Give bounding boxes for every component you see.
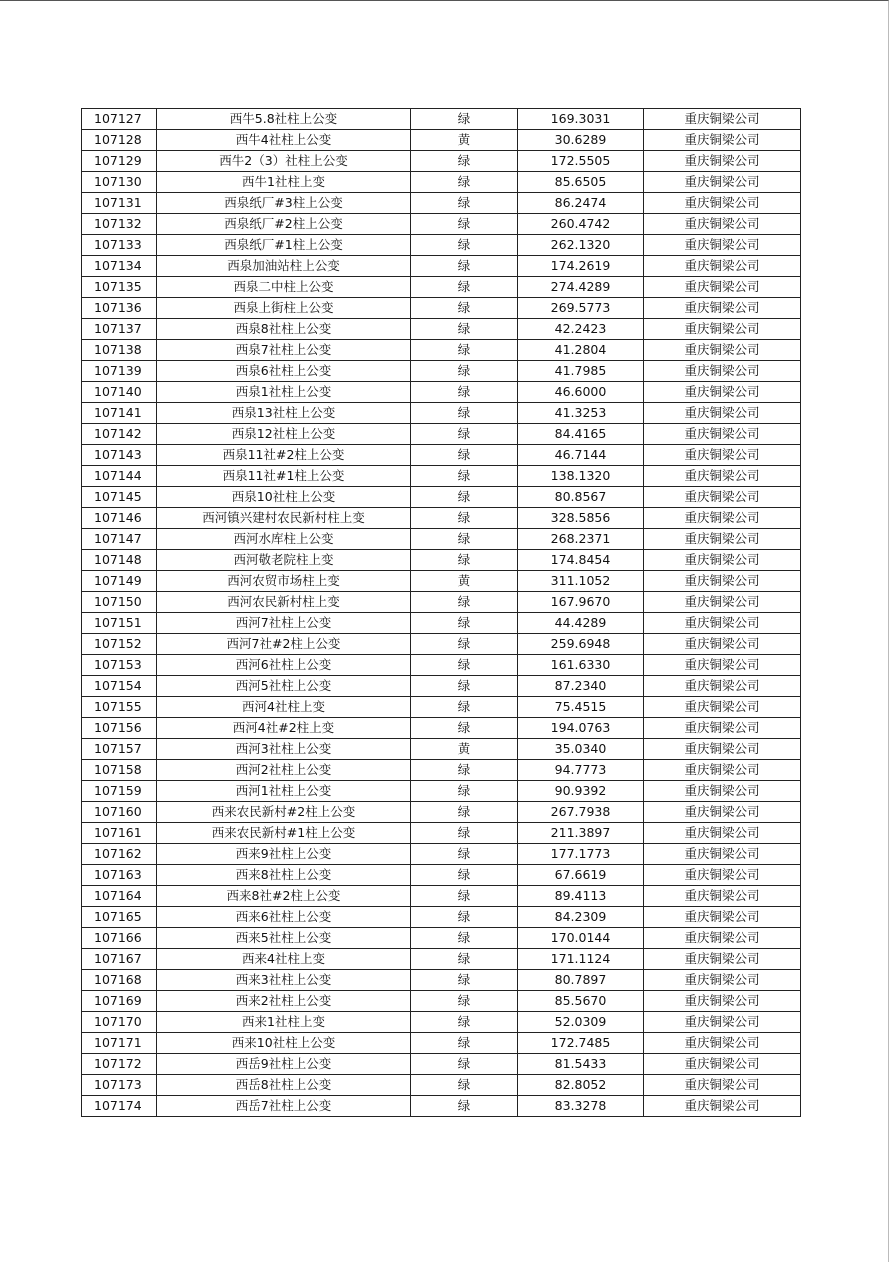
- name-cell: 西来农民新村#1柱上公变: [157, 823, 411, 844]
- table-row: [82, 634, 801, 655]
- table-row: [82, 487, 801, 508]
- value-cell: 167.9670: [518, 592, 644, 613]
- id-cell: 107147: [82, 529, 157, 550]
- name-cell: 西来2社柱上公变: [157, 991, 411, 1012]
- id-cell: 107165: [82, 907, 157, 928]
- name-cell: 西来4社柱上变: [157, 949, 411, 970]
- status-cell: 绿: [411, 487, 518, 508]
- table-row: [82, 1075, 801, 1096]
- id-cell: 107144: [82, 466, 157, 487]
- id-cell: 107152: [82, 634, 157, 655]
- name-cell: 西河1社柱上公变: [157, 781, 411, 802]
- status-cell: 绿: [411, 865, 518, 886]
- name-cell: 西来5社柱上公变: [157, 928, 411, 949]
- company-cell: 重庆铜梁公司: [644, 214, 801, 235]
- status-cell: 绿: [411, 445, 518, 466]
- name-cell: 西河4社柱上变: [157, 697, 411, 718]
- table-row: [82, 907, 801, 928]
- name-cell: 西来8社柱上公变: [157, 865, 411, 886]
- company-cell: 重庆铜梁公司: [644, 151, 801, 172]
- company-cell: 重庆铜梁公司: [644, 1054, 801, 1075]
- status-cell: 绿: [411, 1054, 518, 1075]
- table-row: [82, 781, 801, 802]
- id-cell: 107128: [82, 130, 157, 151]
- table-row: [82, 277, 801, 298]
- id-cell: 107132: [82, 214, 157, 235]
- table-row: [82, 508, 801, 529]
- table-row: [82, 256, 801, 277]
- name-cell: 西牛4社柱上公变: [157, 130, 411, 151]
- id-cell: 107145: [82, 487, 157, 508]
- company-cell: 重庆铜梁公司: [644, 382, 801, 403]
- id-cell: 107161: [82, 823, 157, 844]
- id-cell: 107149: [82, 571, 157, 592]
- table-row: [82, 151, 801, 172]
- table-row: [82, 340, 801, 361]
- company-cell: 重庆铜梁公司: [644, 1012, 801, 1033]
- table-row: [82, 613, 801, 634]
- value-cell: 86.2474: [518, 193, 644, 214]
- name-cell: 西河3社柱上公变: [157, 739, 411, 760]
- status-cell: 绿: [411, 403, 518, 424]
- company-cell: 重庆铜梁公司: [644, 466, 801, 487]
- company-cell: 重庆铜梁公司: [644, 424, 801, 445]
- id-cell: 107138: [82, 340, 157, 361]
- id-cell: 107140: [82, 382, 157, 403]
- company-cell: 重庆铜梁公司: [644, 1075, 801, 1096]
- company-cell: 重庆铜梁公司: [644, 487, 801, 508]
- status-cell: 绿: [411, 340, 518, 361]
- table-row: [82, 697, 801, 718]
- id-cell: 107167: [82, 949, 157, 970]
- name-cell: 西泉7社柱上公变: [157, 340, 411, 361]
- id-cell: 107156: [82, 718, 157, 739]
- company-cell: 重庆铜梁公司: [644, 634, 801, 655]
- name-cell: 西泉纸厂#1柱上公变: [157, 235, 411, 256]
- value-cell: 259.6948: [518, 634, 644, 655]
- status-cell: 绿: [411, 1075, 518, 1096]
- id-cell: 107129: [82, 151, 157, 172]
- status-cell: 绿: [411, 991, 518, 1012]
- name-cell: 西河7社柱上公变: [157, 613, 411, 634]
- table-row: [82, 1096, 801, 1117]
- name-cell: 西岳9社柱上公变: [157, 1054, 411, 1075]
- id-cell: 107137: [82, 319, 157, 340]
- table-row: [82, 991, 801, 1012]
- table-row: [82, 970, 801, 991]
- id-cell: 107172: [82, 1054, 157, 1075]
- company-cell: 重庆铜梁公司: [644, 508, 801, 529]
- status-cell: 绿: [411, 1096, 518, 1117]
- name-cell: 西岳7社柱上公变: [157, 1096, 411, 1117]
- table-row: [82, 382, 801, 403]
- value-cell: 194.0763: [518, 718, 644, 739]
- name-cell: 西来9社柱上公变: [157, 844, 411, 865]
- status-cell: 绿: [411, 823, 518, 844]
- value-cell: 274.4289: [518, 277, 644, 298]
- name-cell: 西泉二中柱上公变: [157, 277, 411, 298]
- name-cell: 西泉纸厂#2柱上公变: [157, 214, 411, 235]
- status-cell: 绿: [411, 1033, 518, 1054]
- status-cell: 绿: [411, 550, 518, 571]
- value-cell: 46.7144: [518, 445, 644, 466]
- name-cell: 西河水库柱上公变: [157, 529, 411, 550]
- id-cell: 107174: [82, 1096, 157, 1117]
- table-row: [82, 1054, 801, 1075]
- status-cell: 绿: [411, 277, 518, 298]
- id-cell: 107155: [82, 697, 157, 718]
- company-cell: 重庆铜梁公司: [644, 298, 801, 319]
- company-cell: 重庆铜梁公司: [644, 571, 801, 592]
- company-cell: 重庆铜梁公司: [644, 193, 801, 214]
- status-cell: 绿: [411, 592, 518, 613]
- company-cell: 重庆铜梁公司: [644, 445, 801, 466]
- status-cell: 绿: [411, 361, 518, 382]
- company-cell: 重庆铜梁公司: [644, 592, 801, 613]
- company-cell: 重庆铜梁公司: [644, 235, 801, 256]
- value-cell: 171.1124: [518, 949, 644, 970]
- company-cell: 重庆铜梁公司: [644, 340, 801, 361]
- table-row: [82, 109, 801, 130]
- value-cell: 85.6505: [518, 172, 644, 193]
- value-cell: 89.4113: [518, 886, 644, 907]
- company-cell: 重庆铜梁公司: [644, 172, 801, 193]
- table-row: [82, 529, 801, 550]
- company-cell: 重庆铜梁公司: [644, 823, 801, 844]
- transformer-table: [81, 108, 801, 1117]
- value-cell: 52.0309: [518, 1012, 644, 1033]
- value-cell: 90.9392: [518, 781, 644, 802]
- value-cell: 85.5670: [518, 991, 644, 1012]
- table-row: [82, 319, 801, 340]
- company-cell: 重庆铜梁公司: [644, 361, 801, 382]
- table-row: [82, 886, 801, 907]
- table-row: [82, 928, 801, 949]
- value-cell: 84.4165: [518, 424, 644, 445]
- value-cell: 172.5505: [518, 151, 644, 172]
- value-cell: 211.3897: [518, 823, 644, 844]
- name-cell: 西河7社#2柱上公变: [157, 634, 411, 655]
- table-row: [82, 592, 801, 613]
- table-row: [82, 214, 801, 235]
- name-cell: 西来1社柱上变: [157, 1012, 411, 1033]
- status-cell: 绿: [411, 634, 518, 655]
- table-row: [82, 823, 801, 844]
- value-cell: 169.3031: [518, 109, 644, 130]
- id-cell: 107163: [82, 865, 157, 886]
- table-row: [82, 130, 801, 151]
- status-cell: 黄: [411, 739, 518, 760]
- value-cell: 94.7773: [518, 760, 644, 781]
- id-cell: 107142: [82, 424, 157, 445]
- company-cell: 重庆铜梁公司: [644, 109, 801, 130]
- id-cell: 107135: [82, 277, 157, 298]
- id-cell: 107153: [82, 655, 157, 676]
- table-row: [82, 403, 801, 424]
- name-cell: 西来10社柱上公变: [157, 1033, 411, 1054]
- id-cell: 107127: [82, 109, 157, 130]
- company-cell: 重庆铜梁公司: [644, 613, 801, 634]
- table-row: [82, 172, 801, 193]
- id-cell: 107130: [82, 172, 157, 193]
- company-cell: 重庆铜梁公司: [644, 970, 801, 991]
- status-cell: 绿: [411, 613, 518, 634]
- status-cell: 绿: [411, 781, 518, 802]
- status-cell: 绿: [411, 172, 518, 193]
- name-cell: 西泉11社#1柱上公变: [157, 466, 411, 487]
- name-cell: 西牛1社柱上变: [157, 172, 411, 193]
- table-row: [82, 865, 801, 886]
- table-row: [82, 445, 801, 466]
- value-cell: 172.7485: [518, 1033, 644, 1054]
- status-cell: 绿: [411, 466, 518, 487]
- value-cell: 311.1052: [518, 571, 644, 592]
- table-row: [82, 235, 801, 256]
- status-cell: 绿: [411, 382, 518, 403]
- company-cell: 重庆铜梁公司: [644, 403, 801, 424]
- company-cell: 重庆铜梁公司: [644, 697, 801, 718]
- table-row: [82, 844, 801, 865]
- table-row: [82, 802, 801, 823]
- value-cell: 170.0144: [518, 928, 644, 949]
- value-cell: 80.8567: [518, 487, 644, 508]
- id-cell: 107146: [82, 508, 157, 529]
- value-cell: 35.0340: [518, 739, 644, 760]
- id-cell: 107159: [82, 781, 157, 802]
- name-cell: 西河农民新村柱上变: [157, 592, 411, 613]
- value-cell: 30.6289: [518, 130, 644, 151]
- status-cell: 绿: [411, 529, 518, 550]
- name-cell: 西泉8社柱上公变: [157, 319, 411, 340]
- id-cell: 107157: [82, 739, 157, 760]
- company-cell: 重庆铜梁公司: [644, 865, 801, 886]
- status-cell: 绿: [411, 907, 518, 928]
- value-cell: 328.5856: [518, 508, 644, 529]
- status-cell: 绿: [411, 235, 518, 256]
- company-cell: 重庆铜梁公司: [644, 550, 801, 571]
- company-cell: 重庆铜梁公司: [644, 991, 801, 1012]
- id-cell: 107168: [82, 970, 157, 991]
- value-cell: 44.4289: [518, 613, 644, 634]
- status-cell: 绿: [411, 508, 518, 529]
- id-cell: 107139: [82, 361, 157, 382]
- name-cell: 西泉13社柱上公变: [157, 403, 411, 424]
- company-cell: 重庆铜梁公司: [644, 781, 801, 802]
- value-cell: 81.5433: [518, 1054, 644, 1075]
- table-row: [82, 424, 801, 445]
- value-cell: 174.2619: [518, 256, 644, 277]
- status-cell: 绿: [411, 802, 518, 823]
- name-cell: 西泉11社#2柱上公变: [157, 445, 411, 466]
- company-cell: 重庆铜梁公司: [644, 1033, 801, 1054]
- id-cell: 107133: [82, 235, 157, 256]
- company-cell: 重庆铜梁公司: [644, 655, 801, 676]
- company-cell: 重庆铜梁公司: [644, 676, 801, 697]
- id-cell: 107171: [82, 1033, 157, 1054]
- status-cell: 绿: [411, 886, 518, 907]
- status-cell: 绿: [411, 760, 518, 781]
- status-cell: 绿: [411, 298, 518, 319]
- name-cell: 西牛2（3）社柱上公变: [157, 151, 411, 172]
- id-cell: 107148: [82, 550, 157, 571]
- value-cell: 75.4515: [518, 697, 644, 718]
- name-cell: 西泉10社柱上公变: [157, 487, 411, 508]
- table-row: [82, 760, 801, 781]
- status-cell: 绿: [411, 424, 518, 445]
- name-cell: 西河6社柱上公变: [157, 655, 411, 676]
- id-cell: 107164: [82, 886, 157, 907]
- value-cell: 82.8052: [518, 1075, 644, 1096]
- name-cell: 西泉加油站柱上公变: [157, 256, 411, 277]
- status-cell: 绿: [411, 193, 518, 214]
- name-cell: 西泉1社柱上公变: [157, 382, 411, 403]
- value-cell: 80.7897: [518, 970, 644, 991]
- id-cell: 107162: [82, 844, 157, 865]
- value-cell: 84.2309: [518, 907, 644, 928]
- status-cell: 绿: [411, 109, 518, 130]
- name-cell: 西河5社柱上公变: [157, 676, 411, 697]
- status-cell: 绿: [411, 256, 518, 277]
- table-row: [82, 739, 801, 760]
- company-cell: 重庆铜梁公司: [644, 802, 801, 823]
- company-cell: 重庆铜梁公司: [644, 760, 801, 781]
- id-cell: 107141: [82, 403, 157, 424]
- name-cell: 西河镇兴建村农民新村柱上变: [157, 508, 411, 529]
- id-cell: 107160: [82, 802, 157, 823]
- value-cell: 177.1773: [518, 844, 644, 865]
- name-cell: 西泉6社柱上公变: [157, 361, 411, 382]
- id-cell: 107154: [82, 676, 157, 697]
- status-cell: 绿: [411, 151, 518, 172]
- status-cell: 绿: [411, 655, 518, 676]
- name-cell: 西泉纸厂#3柱上公变: [157, 193, 411, 214]
- table-row: [82, 676, 801, 697]
- value-cell: 174.8454: [518, 550, 644, 571]
- company-cell: 重庆铜梁公司: [644, 886, 801, 907]
- value-cell: 42.2423: [518, 319, 644, 340]
- name-cell: 西来6社柱上公变: [157, 907, 411, 928]
- name-cell: 西牛5.8社柱上公变: [157, 109, 411, 130]
- table-row: [82, 550, 801, 571]
- company-cell: 重庆铜梁公司: [644, 529, 801, 550]
- value-cell: 67.6619: [518, 865, 644, 886]
- company-cell: 重庆铜梁公司: [644, 130, 801, 151]
- company-cell: 重庆铜梁公司: [644, 256, 801, 277]
- value-cell: 267.7938: [518, 802, 644, 823]
- value-cell: 269.5773: [518, 298, 644, 319]
- company-cell: 重庆铜梁公司: [644, 277, 801, 298]
- table-row: [82, 1012, 801, 1033]
- company-cell: 重庆铜梁公司: [644, 718, 801, 739]
- value-cell: 41.7985: [518, 361, 644, 382]
- company-cell: 重庆铜梁公司: [644, 844, 801, 865]
- name-cell: 西河2社柱上公变: [157, 760, 411, 781]
- table-body: [82, 109, 801, 1117]
- company-cell: 重庆铜梁公司: [644, 319, 801, 340]
- value-cell: 262.1320: [518, 235, 644, 256]
- table-row: [82, 655, 801, 676]
- status-cell: 黄: [411, 571, 518, 592]
- table-row: [82, 298, 801, 319]
- id-cell: 107136: [82, 298, 157, 319]
- status-cell: 绿: [411, 214, 518, 235]
- status-cell: 绿: [411, 1012, 518, 1033]
- id-cell: 107143: [82, 445, 157, 466]
- value-cell: 41.2804: [518, 340, 644, 361]
- value-cell: 83.3278: [518, 1096, 644, 1117]
- value-cell: 138.1320: [518, 466, 644, 487]
- value-cell: 268.2371: [518, 529, 644, 550]
- id-cell: 107169: [82, 991, 157, 1012]
- name-cell: 西来农民新村#2柱上公变: [157, 802, 411, 823]
- value-cell: 46.6000: [518, 382, 644, 403]
- id-cell: 107151: [82, 613, 157, 634]
- status-cell: 绿: [411, 844, 518, 865]
- name-cell: 西岳8社柱上公变: [157, 1075, 411, 1096]
- company-cell: 重庆铜梁公司: [644, 1096, 801, 1117]
- status-cell: 绿: [411, 697, 518, 718]
- id-cell: 107173: [82, 1075, 157, 1096]
- status-cell: 绿: [411, 970, 518, 991]
- name-cell: 西河敬老院柱上变: [157, 550, 411, 571]
- id-cell: 107134: [82, 256, 157, 277]
- name-cell: 西来8社#2柱上公变: [157, 886, 411, 907]
- table-row: [82, 193, 801, 214]
- name-cell: 西泉12社柱上公变: [157, 424, 411, 445]
- id-cell: 107170: [82, 1012, 157, 1033]
- company-cell: 重庆铜梁公司: [644, 907, 801, 928]
- id-cell: 107131: [82, 193, 157, 214]
- table-row: [82, 718, 801, 739]
- table-row: [82, 361, 801, 382]
- value-cell: 161.6330: [518, 655, 644, 676]
- value-cell: 41.3253: [518, 403, 644, 424]
- company-cell: 重庆铜梁公司: [644, 739, 801, 760]
- name-cell: 西泉上街柱上公变: [157, 298, 411, 319]
- id-cell: 107166: [82, 928, 157, 949]
- name-cell: 西河农贸市场柱上变: [157, 571, 411, 592]
- status-cell: 绿: [411, 319, 518, 340]
- table-row: [82, 466, 801, 487]
- status-cell: 绿: [411, 949, 518, 970]
- id-cell: 107150: [82, 592, 157, 613]
- value-cell: 260.4742: [518, 214, 644, 235]
- status-cell: 绿: [411, 676, 518, 697]
- company-cell: 重庆铜梁公司: [644, 928, 801, 949]
- value-cell: 87.2340: [518, 676, 644, 697]
- company-cell: 重庆铜梁公司: [644, 949, 801, 970]
- name-cell: 西河4社#2柱上变: [157, 718, 411, 739]
- table-row: [82, 1033, 801, 1054]
- table-row: [82, 571, 801, 592]
- status-cell: 黄: [411, 130, 518, 151]
- status-cell: 绿: [411, 718, 518, 739]
- table-row: [82, 949, 801, 970]
- status-cell: 绿: [411, 928, 518, 949]
- name-cell: 西来3社柱上公变: [157, 970, 411, 991]
- id-cell: 107158: [82, 760, 157, 781]
